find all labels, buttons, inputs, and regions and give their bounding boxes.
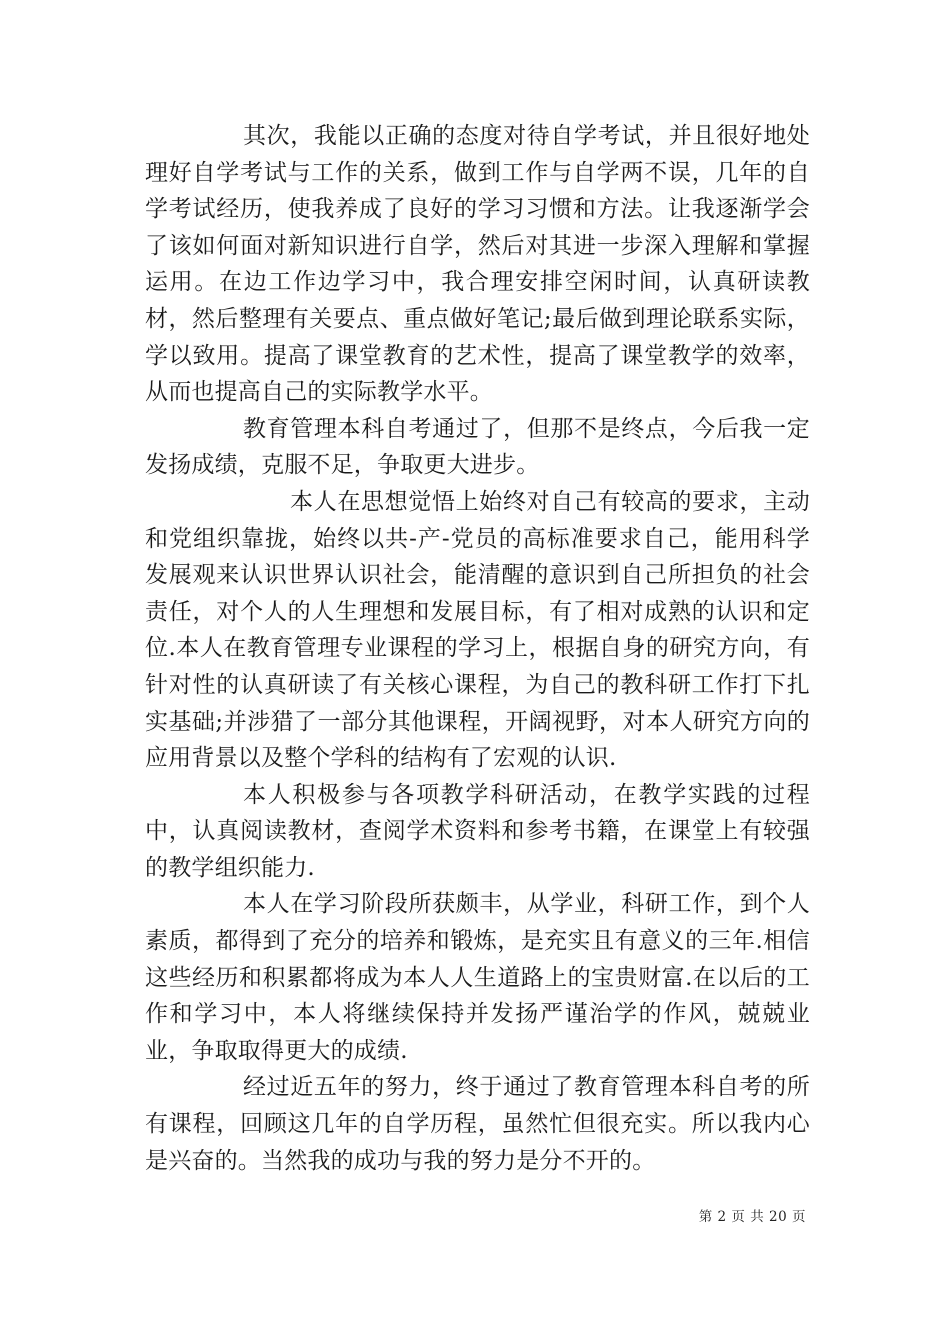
paragraph-study-gains: 本人在学习阶段所获颇丰，从学业，科研工作，到个人素质，都得到了充分的培养和锻炼，是充实且有意义的三年.相信这些经历和积累都将成为本人人生道路上的宝贵财富.在以后的工作和学习中，本人将继续保持并发扬严谨治学的作风，兢兢业业，争取取得更大的成绩.	[145, 891, 810, 1064]
paragraph-research-activities: 本人积极参与各项教学科研活动，在教学实践的过程中，认真阅读教材，查阅学术资料和参考书籍，在课堂上有较强的教学组织能力.	[145, 781, 810, 881]
paragraph-ideological-awareness: 本人在思想觉悟上始终对自己有较高的要求，主动和党组织靠拢，始终以共-产-党员的高标准要求自己，能用科学发展观来认识世界认识社会，能清醒的意识到自己所担负的社会责任，对个人的人生理想和发展目标，有了相对成熟的认识和定位.本人在教育管理专业课程的学习上，根据自身的研究方向，有针对性的认真研读了有关核心课程，为自己的教科研工作打下扎实基础;并涉猎了一部分其他课程，开阔视野，对本人研究方向的应用背景以及整个学科的结构有了宏观的认识.	[145, 488, 810, 772]
document-body	[145, 118, 810, 1179]
paragraph-not-the-end: 教育管理本科自考通过了，但那不是终点，今后我一定发扬成绩，克服不足，争取更大进步。	[145, 415, 810, 479]
page-number: 第 2 页 共 20 页	[698, 1209, 806, 1225]
paragraph-five-years-effort: 经过近五年的努力，终于通过了教育管理本科自考的所有课程，回顾这几年的自学历程，虽然忙但很充实。所以我内心是兴奋的。当然我的成功与我的努力是分不开的。	[145, 1074, 810, 1174]
paragraph-self-study-attitude: 其次，我能以正确的态度对待自学考试，并且很好地处理好自学考试与工作的关系，做到工作与自学两不误，几年的自学考试经历，使我养成了良好的学习习惯和方法。让我逐渐学会了该如何面对新知识进行自学，然后对其进一步深入理解和掌握运用。在边工作边学习中，我合理安排空闲时间，认真研读教材，然后整理有关要点、重点做好笔记;最后做到理论联系实际，学以致用。提高了课堂教育的艺术性，提高了课堂教学的效率，从而也提高自己的实际教学水平。	[145, 123, 810, 406]
